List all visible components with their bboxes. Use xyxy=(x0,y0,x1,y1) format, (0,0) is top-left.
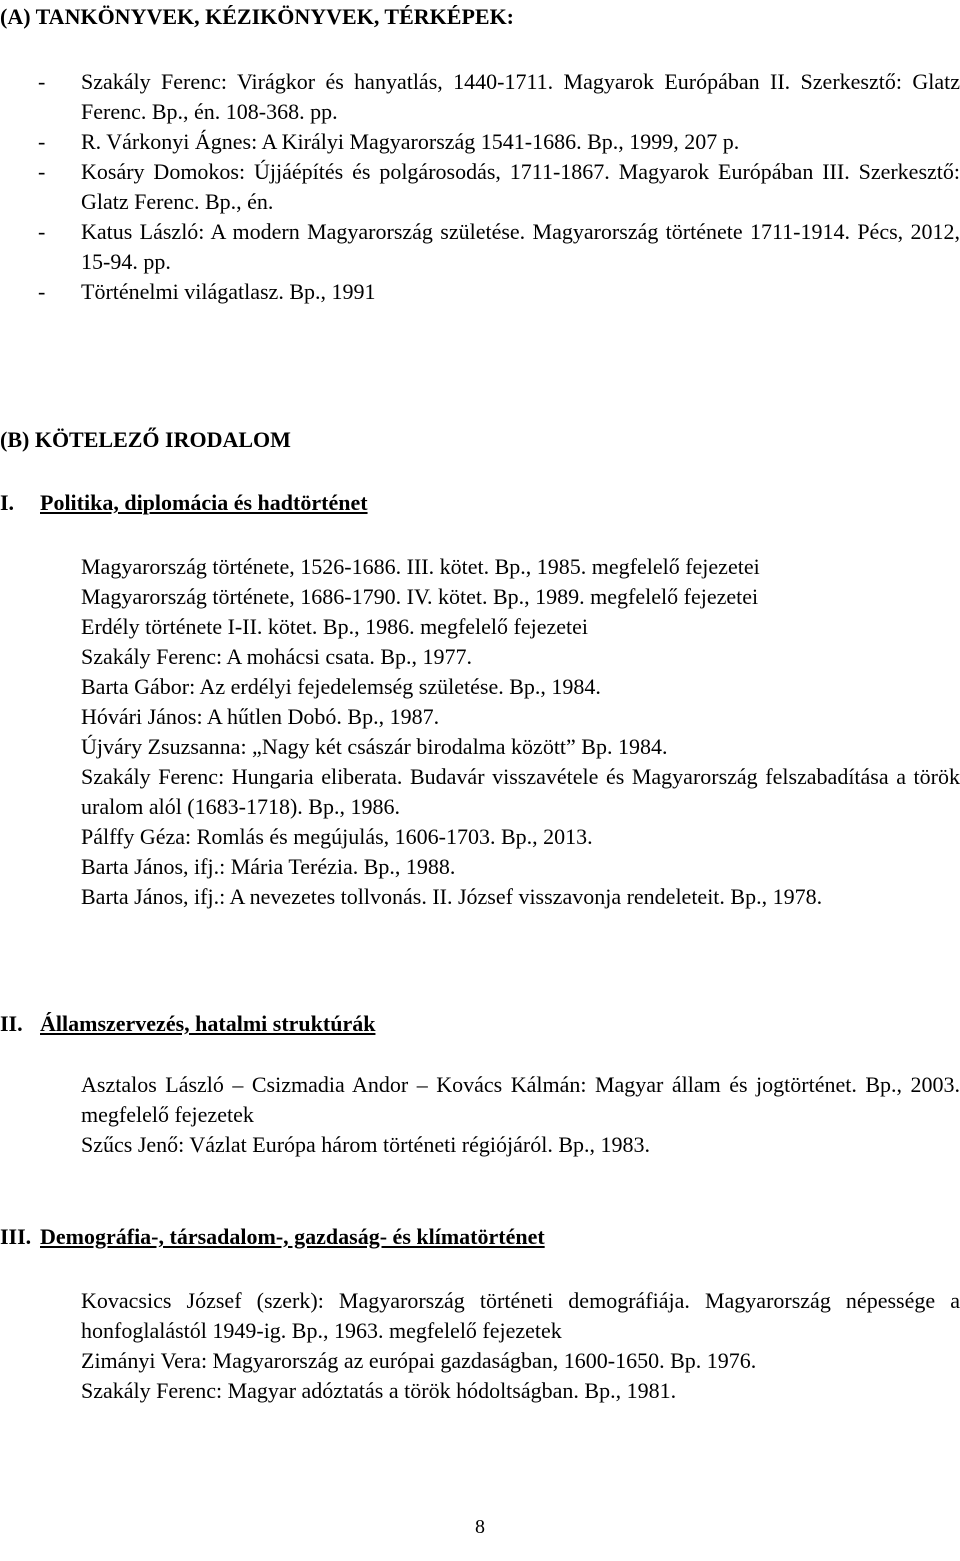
bibliography-entry: Asztalos László – Csizmadia Andor – Kovács Kálmán: Magyar állam és jogtörténet. Bp., 2003. megfelelő fejezetek xyxy=(81,1072,960,1127)
subsection-number: I. xyxy=(0,490,15,515)
subsection-3-heading xyxy=(0,1222,545,1252)
subsection-number: III. xyxy=(0,1224,32,1249)
list-dash: - xyxy=(38,159,46,184)
bibliography-entry: Szakály Ferenc: A mohácsi csata. Bp., 1977. xyxy=(81,644,473,669)
list-item-text: R. Várkonyi Ágnes: A Királyi Magyarország 1541-1686. Bp., 1999, 207 p. xyxy=(81,129,740,154)
subsection-1-heading xyxy=(0,488,368,518)
list-dash: - xyxy=(38,69,46,94)
bibliography-entry: Erdély története I-II. kötet. Bp., 1986. megfelelő fejezetei xyxy=(81,614,589,639)
subsection-title: Demográfia-, társadalom-, gazdaság- és klímatörténet xyxy=(40,1224,545,1249)
list-item-text: Szakály Ferenc: Virágkor és hanyatlás, 1440-1711. Magyarok Európában II. Szerkesztő: Glatz Ferenc. Bp., én. 108-368. pp. xyxy=(81,69,960,124)
list-item-text: Történelmi világatlasz. Bp., 1991 xyxy=(81,279,376,304)
bibliography-entry: Barta János, ifj.: Mária Terézia. Bp., 1988. xyxy=(81,854,456,879)
list-item-text: Katus László: A modern Magyarország születése. Magyarország története 1711-1914. Pécs, 2012, 15-94. pp. xyxy=(81,219,960,274)
bibliography-entry: Kovacsics József (szerk): Magyarország történeti demográfiája. Magyarország népessége a honfoglalástól 1949-ig. Bp., 1963. megfelelő fejezetek xyxy=(81,1288,960,1343)
subsection-2-entries xyxy=(81,1070,960,1160)
subsection-title: Politika, diplomácia és hadtörténet xyxy=(40,490,368,515)
bibliography-entry: Barta János, ifj.: A nevezetes tollvonás. II. József visszavonja rendeleteit. Bp., 1978. xyxy=(81,884,823,909)
list-item xyxy=(38,277,960,307)
bibliography-entry: Szűcs Jenő: Vázlat Európa három történeti régiójáról. Bp., 1983. xyxy=(81,1132,651,1157)
section-a-heading: (A) TANKÖNYVEK, KÉZIKÖNYVEK, TÉRKÉPEK: xyxy=(0,4,515,29)
list-item xyxy=(38,127,960,157)
bibliography-entry: Szakály Ferenc: Hungaria eliberata. Budavár visszavétele és Magyarország felszabadítása a török uralom alól (1683-1718). Bp., 1986. xyxy=(81,764,960,819)
section-b-heading: (B) KÖTELEZŐ IRODALOM xyxy=(0,427,291,452)
list-item xyxy=(38,157,960,217)
section-a-list xyxy=(38,67,960,307)
subsection-3-entries xyxy=(81,1286,960,1406)
bibliography-entry: Barta Gábor: Az erdélyi fejedelemség születése. Bp., 1984. xyxy=(81,674,601,699)
page-number: 8 xyxy=(475,1516,485,1538)
list-dash: - xyxy=(38,129,46,154)
list-item-text: Kosáry Domokos: Újjáépítés és polgárosodás, 1711-1867. Magyarok Európában III. Szerkesztő: Glatz Ferenc. Bp., én. xyxy=(81,159,960,214)
subsection-2-heading xyxy=(0,1009,375,1039)
subsection-1-entries xyxy=(81,552,960,912)
list-item xyxy=(38,67,960,127)
subsection-title: Államszervezés, hatalmi struktúrák xyxy=(40,1011,376,1036)
bibliography-entry: Hóvári János: A hűtlen Dobó. Bp., 1987. xyxy=(81,704,440,729)
bibliography-entry: Újváry Zsuzsanna: „Nagy két császár birodalma között” Bp. 1984. xyxy=(81,734,668,759)
bibliography-entry: Zimányi Vera: Magyarország az európai gazdaságban, 1600-1650. Bp. 1976. xyxy=(81,1348,757,1373)
bibliography-entry: Magyarország története, 1526-1686. III. kötet. Bp., 1985. megfelelő fejezetei xyxy=(81,554,760,579)
bibliography-entry: Pálffy Géza: Romlás és megújulás, 1606-1703. Bp., 2013. xyxy=(81,824,593,849)
bibliography-entry: Magyarország története, 1686-1790. IV. kötet. Bp., 1989. megfelelő fejezetei xyxy=(81,584,759,609)
bibliography-entry: Szakály Ferenc: Magyar adóztatás a török hódoltságban. Bp., 1981. xyxy=(81,1378,677,1403)
subsection-number: II. xyxy=(0,1011,23,1036)
list-dash: - xyxy=(38,219,46,244)
list-dash: - xyxy=(38,279,46,304)
list-item xyxy=(38,217,960,277)
